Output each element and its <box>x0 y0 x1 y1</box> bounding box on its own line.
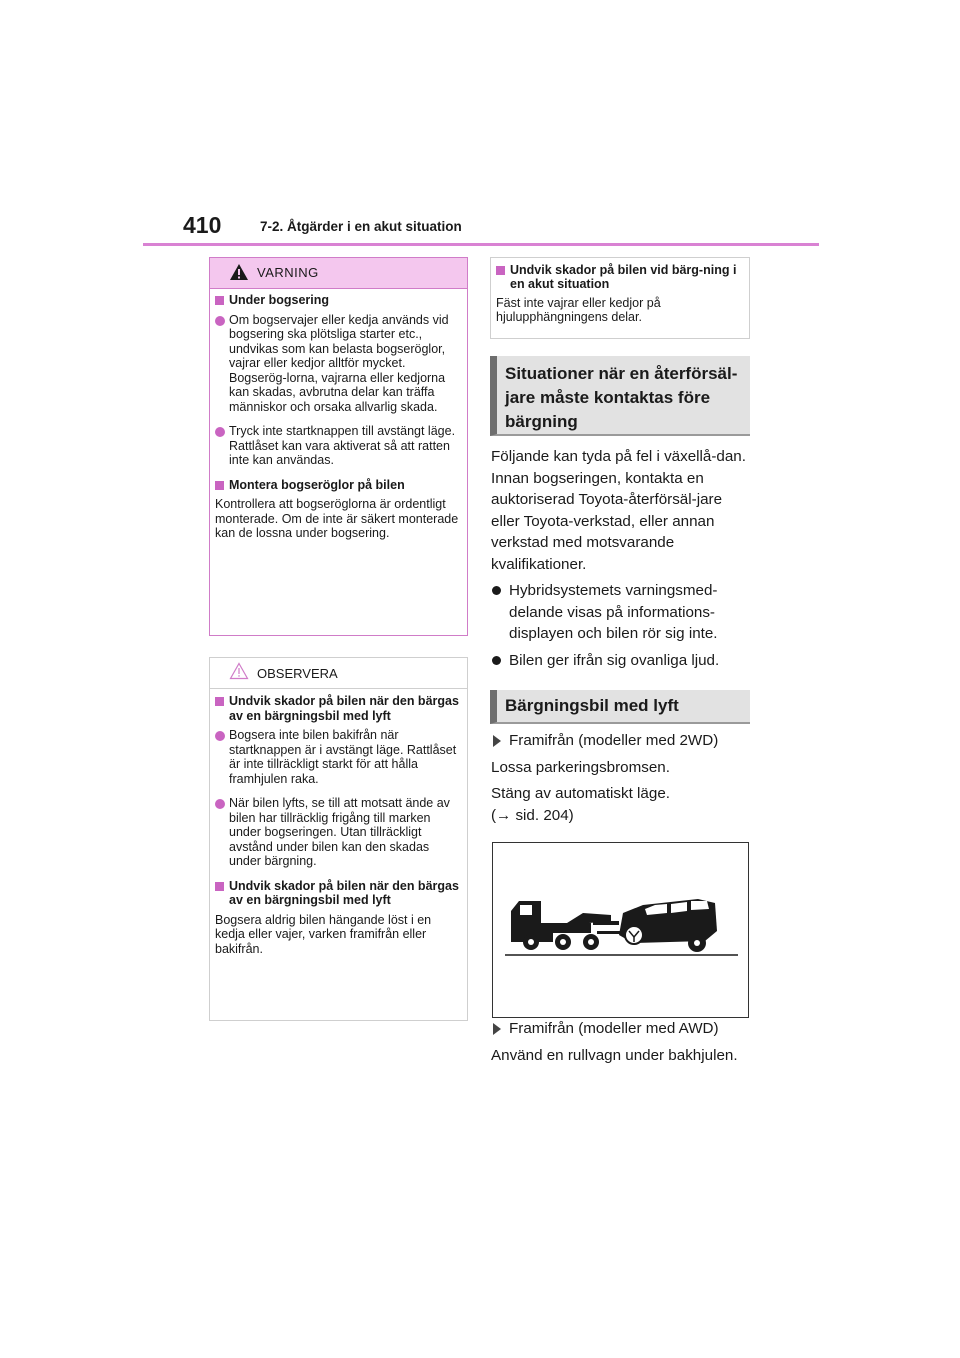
tip-paragraph: Fäst inte vajrar eller kedjor på hjulupphängningens delar. <box>496 296 661 324</box>
section-heading-dealer: Situationer när en återförsäl-jare måste kontaktas före bärgning <box>490 356 750 436</box>
section-2-step-2: Stäng av automatiskt läge. <box>491 785 670 802</box>
notice-heading-1: Undvik skador på bilen när den bärgas av en bärgningsbil med lyft <box>215 694 461 723</box>
tow-figure <box>492 842 749 1018</box>
notice-heading-2: Undvik skador på bilen när den bärgas av en bärgningsbil med lyft <box>215 879 461 908</box>
section-2-step-3: Använd en rullvagn under bakhjulen. <box>491 1046 738 1064</box>
section-1-bullet-2: Bilen ger ifrån sig ovanliga ljud. <box>491 650 753 672</box>
section-2-body-lower <box>491 1018 753 1066</box>
section-2-item-2: Framifrån (modeller med AWD) <box>491 1018 753 1040</box>
warning-box <box>209 257 468 636</box>
warning-bullet-2 <box>215 424 461 468</box>
notice-header <box>210 658 467 689</box>
header-rule <box>143 243 819 246</box>
notice-icon <box>229 662 249 680</box>
warning-bullet-2-line-2: Rattlåset kan vara aktiverat så att ratten inte kan användas. <box>229 438 450 467</box>
notice-title: OBSERVERA <box>257 666 338 681</box>
section-title: 7-2. Åtgärder i en akut situation <box>260 219 462 234</box>
section-2-step-1: Lossa parkeringsbromsen. <box>491 758 670 776</box>
warning-icon <box>229 263 249 281</box>
section-1-bullet-1: Hybridsystemets varningsmed-delande visas på informations-displayen och bilen rör sig inte. <box>491 580 753 645</box>
warning-title: VARNING <box>257 265 319 280</box>
notice-paragraph-2: Bogsera aldrig bilen hängande löst i en kedja eller vajer, varken framifrån eller bakifrån. <box>215 912 432 956</box>
section-2-item-1: Framifrån (modeller med 2WD) <box>491 730 753 752</box>
page-number: 410 <box>183 212 222 238</box>
warning-header <box>210 258 467 289</box>
tip-heading: Undvik skador på bilen vid bärg-ning i en akut situation <box>496 263 743 291</box>
section-heading-tow-truck: Bärgningsbil med lyft <box>490 690 750 724</box>
notice-bullet-1: Bogsera inte bilen bakifrån när startknappen är i avstängt läge. Rattlåset är inte tillräckligt starkt för att hålla framhjulen raka. <box>215 728 461 786</box>
notice-box <box>209 657 468 1021</box>
section-2-ref: (→ sid. 204) <box>491 806 574 824</box>
section-1-intro: Följande kan tyda på fel i växellå-dan. Innan bogseringen, kontakta en auktoriserad Toyota-återförsäl-jare eller Toyota-verkstad, eller annan verkstad med motsvarande kvalifikationer. <box>491 448 746 573</box>
notice-bullet-2: När bilen lyfts, se till att motsatt ände av bilen har tillräcklig frigång till marken under bogseringen. Utan tillräckligt avstånd under bilen kan den skadas under bärgning. <box>215 796 461 869</box>
warning-bullet-2-line-1: Tryck inte startknappen till avstängt läge. <box>229 424 456 438</box>
warning-heading-1: Under bogsering <box>215 293 461 308</box>
tip-box <box>490 257 750 339</box>
warning-paragraph-2: Kontrollera att bogseröglorna är ordentligt monterade. Om de inte är säkert monterade kan de lossna under bogsering. <box>215 497 459 540</box>
tow-truck-illustration <box>493 843 748 1017</box>
warning-heading-2: Montera bogseröglor på bilen <box>215 478 461 493</box>
warning-bullet-1: Om bogservajer eller kedja används vid bogsering ska plötsliga starter etc., undvikas som kan belasta bogseröglor, vajrar eller kedjor alltför mycket. Bogserög-lorna, vajrarna eller kedjorna kan skadas, avbrutna delar kan träffa människor och orsaka allvarlig skada. <box>215 313 461 415</box>
section-1-body <box>491 446 753 671</box>
section-2-body <box>491 730 753 826</box>
